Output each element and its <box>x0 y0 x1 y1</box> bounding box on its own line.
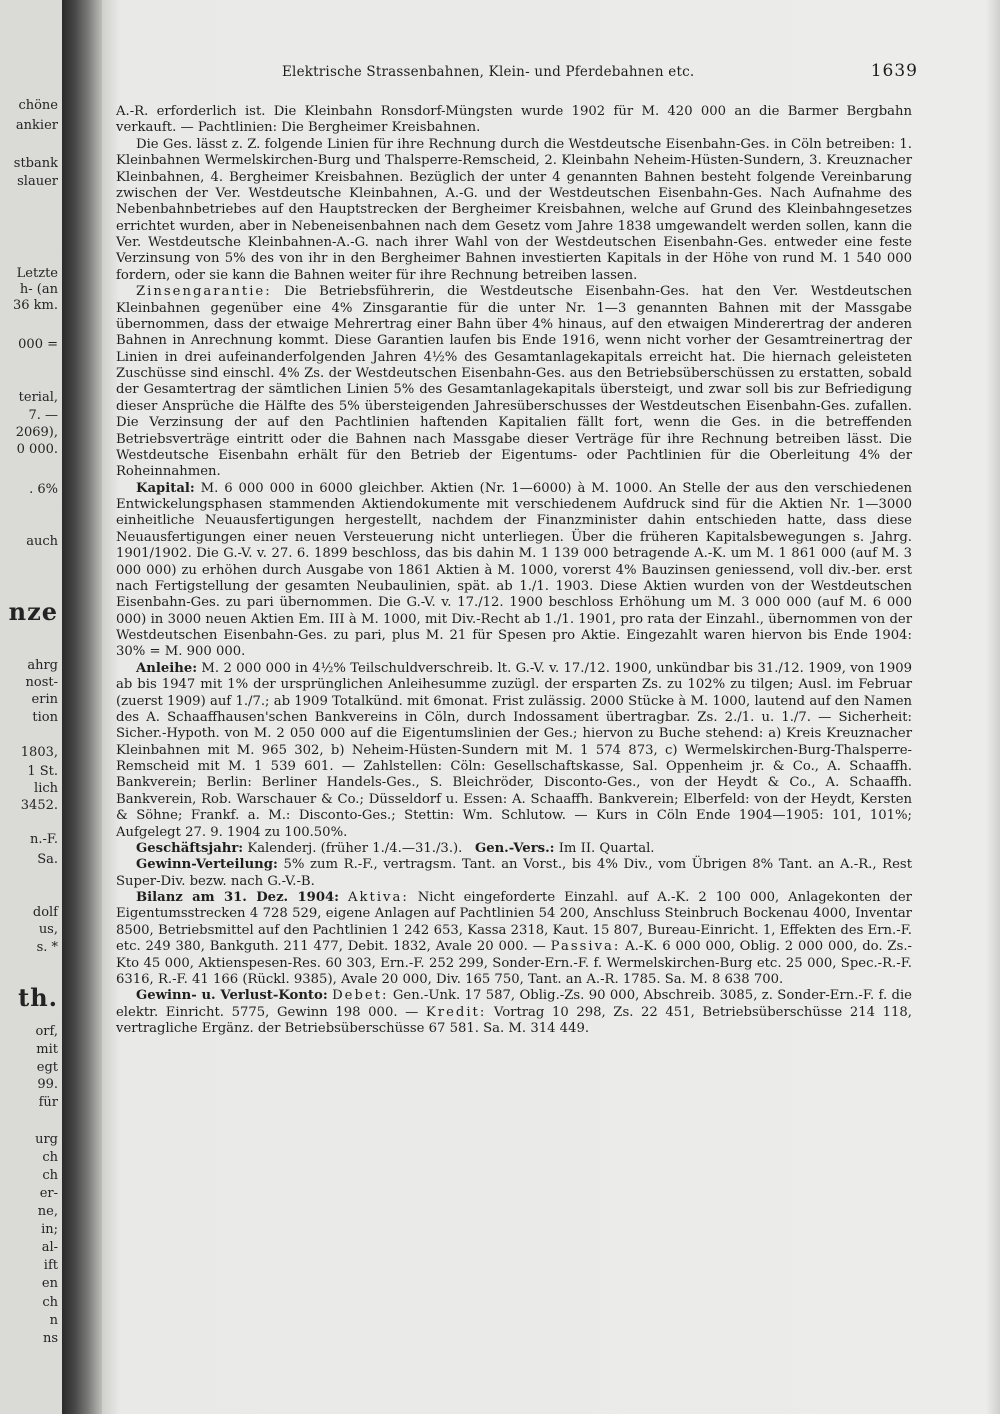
left-page-text-fragment: 1 St. <box>27 764 58 779</box>
left-page-text-fragment: ankier <box>15 118 58 133</box>
left-page-text-fragment: lich <box>34 781 58 796</box>
left-page-text-fragment: er- <box>39 1186 58 1201</box>
left-page-text-fragment: us, <box>38 922 58 937</box>
left-page-text-fragment: 0 000. <box>16 442 58 457</box>
paragraph-gewinn-verlust <box>116 988 912 1037</box>
left-page-text-fragment: 3452. <box>20 798 58 813</box>
paragraph-text: Kalenderj. (früher 1./4.—31./3.). <box>243 840 463 856</box>
left-page-text-fragment: chöne <box>18 98 58 113</box>
left-page-text-fragment: Sa. <box>37 852 58 867</box>
left-page-text-fragment: n <box>49 1313 58 1328</box>
left-page-text-fragment: h- (an <box>19 282 58 297</box>
left-page-text-fragment: ns <box>42 1331 58 1346</box>
header-title: Elektrische Strassenbahnen, Klein- und Pferdebahnen etc. <box>282 64 695 80</box>
paragraph-betrieb <box>116 137 912 284</box>
left-page-text-fragment: egt <box>36 1060 58 1075</box>
body-text <box>116 104 912 1037</box>
left-page-text-fragment: 36 km. <box>12 298 58 313</box>
left-page-text-fragment: n.-F. <box>29 832 58 847</box>
paragraph-text: A.-R. erforderlich ist. Die Kleinbahn Ronsdorf-Müngsten wurde 1902 für M. 420 000 an die Barmer Bergbahn verkauft. — Pachtlinien: Die Bergheimer Kreisbahnen. <box>116 104 912 136</box>
paragraph-text: Im II. Quartal. <box>554 840 655 856</box>
left-page-text-fragment: ahrg <box>27 658 58 673</box>
left-page-text-fragment: . 6% <box>29 482 58 497</box>
left-page-text-fragment: ch <box>42 1295 58 1310</box>
book-gutter <box>62 0 102 1414</box>
left-page-margin <box>0 0 62 1414</box>
left-page-text-fragment: en <box>41 1276 58 1291</box>
paragraph-text: Die Ges. lässt z. Z. folgende Linien für ihre Rechnung durch die Westdeutsche Eisenbahn-Ges. in Cöln betreiben: 1. Kleinbahnen Wermelskirchen-Burg und Thalsperre-Remscheid, 2. Kleinbahn Neheim-Hüsten-Sundern, 3. Kreuznacher Kleinbahnen, 4. Bergheimer Kreisbahnen. Bezüglich der unter 4 genannten Bahnen besteht folgende Vereinbarung zwischen der Ver. Westdeutsche Kleinbahnen, A.-G. und der Westdeutschen Eisenbahn-Ges. Nach Aufnahme des Nebenbahnbetriebes auf den Hauptstrecken der Bergheimer Kreisbahnen, welche auf Grund des Kleinbahngesetzes errichtet wurden, aber in Nebeneisenbahnen nach dem Gesetz vom Jahre 1838 umgewandelt werden sollen, kann die Ver. Westdeutsche Kleinbahnen-A.-G. nach ihrer Wahl von der Westdeutschen Eisenbahn-Ges. entweder eine feste Verzinsung von 5% des von ihr in den Bergheimer Bahnen investierten Kapitals in der Höhe von rund M. 1 540 000 fordern, oder sie kann die Bahnen weiter für ihre Rechnung betreiben lassen. <box>116 136 912 283</box>
left-page-text-fragment: auch <box>26 534 58 549</box>
left-page-text-fragment: ch <box>42 1168 58 1183</box>
left-page-text-fragment: für <box>38 1095 58 1110</box>
left-page-text-fragment: 1803, <box>20 745 58 760</box>
left-page-text-fragment: nze <box>8 597 58 626</box>
left-page-text-fragment: urg <box>35 1132 58 1147</box>
left-page-text-fragment: th. <box>18 983 58 1012</box>
left-page-text-fragment: 000 = <box>18 337 58 352</box>
paragraph-anleihe <box>116 661 912 841</box>
left-page-text-fragment: tion <box>32 710 58 725</box>
paragraph-bilanz <box>116 890 912 988</box>
left-page-text-fragment: slauer <box>17 174 58 189</box>
paragraph-kapital <box>116 481 912 661</box>
left-page-text-fragment: in; <box>41 1222 58 1237</box>
left-page-text-fragment: Letzte <box>16 266 58 281</box>
subsection-label: Kredit: <box>425 1004 487 1020</box>
left-page-text-fragment: s. * <box>36 940 58 955</box>
paragraph-text: Nicht eingeforderte Einzahl. auf A.-K. 2 100 000, Anlagekonten der Eigentumsstrecken 4 728 529, eigene Anlagen auf Pachtlinien 54 200, Anschluss Steinbruch Bockenau 4000, Inventar 8500, Betriebsmittel auf den Pachtlinien 1 242 653, Kassa 2318, Kaut. 15 807, Bureau-Einricht. 1, Effekten des Ern.-F. etc. 249 380, Bankguth. 211 477, Debit. 1832, Avale 20 000. — <box>116 890 912 955</box>
left-page-text-fragment: ne, <box>37 1204 58 1219</box>
section-label: Gen.-Vers.: <box>474 840 555 856</box>
subsection-label: Debet: <box>332 988 389 1004</box>
left-page-text-fragment: 2069), <box>15 425 58 440</box>
left-page-text-fragment: erin <box>31 692 58 707</box>
left-page-text-fragment: terial, <box>18 390 58 405</box>
paragraph-geschaeftsjahr <box>116 841 912 857</box>
left-page-text-fragment: 99. <box>37 1077 58 1092</box>
left-page-text-fragment: al- <box>41 1240 58 1255</box>
left-page-text-fragment: orf, <box>35 1024 58 1039</box>
paragraph-text: M. 2 000 000 in 4½% Teilschuldverschreib. lt. G.-V. v. 17./12. 1900, unkündbar bis 31./12. 1909, von 1909 ab bis 1947 mit 1% der ursprünglichen Anleihesumme zuzügl. der ersparten Zs. zu 102% zu tilgen; Ausl. im Februar (zuerst 1909) auf 1./7.; ab 1909 Totalkünd. mit 6monat. Frist zulässig. 2000 Stücke à M. 1000, lautend auf den Namen des A. Schaaffhausen'schen Bankvereins in Cöln, durch Indossament übertragbar. Zs. 2./1. u. 1./7. — Sicherheit: Sicher.-Hypoth. von M. 2 050 000 auf die Eigentumslinien der Ges.; hiervon zu Buche stehend: a) Kreis Kreuznacher Kleinbahnen mit M. 965 302, b) Neheim-Hüsten-Sundern mit M. 1 574 873, c) Wermelskirchen-Burg-Thalsperre-Remscheid mit M. 1 539 601. — Zahlstellen: Cöln: Gesellschaftskasse, Sal. Oppenheim jr. & Co., A. Schaaffh. Bankverein; Berlin: Berliner Handels-Ges., S. Bleichröder, Disconto-Ges., von der Heydt & Co., A. Schaaffh. Bankverein, Rob. Warschauer & Co.; Düsseldorf u. Essen: A. Schaaffh. Bankverein; Elberfeld: von der Heydt, Kersten & Söhne; Frankf. a. M.: Disconto-Ges.; Stettin: Wm. Schlutow. — Kurs in Cöln Ende 1904—1905: 101, 101%; Aufgelegt 27. 9. 1904 zu 100.50%. <box>116 660 912 840</box>
paragraph-text: 5% zum R.-F., vertragsm. Tant. an Vorst., bis 4% Div., vom Übrigen 8% Tant. an A.-R., Rest Super-Div. bezw. nach G.-V.-B. <box>116 857 912 889</box>
section-label: Geschäftsjahr: <box>136 840 244 856</box>
paragraph-zinsengarantie <box>116 284 912 481</box>
paragraph-gewinn-verteilung <box>116 857 912 890</box>
paragraph-text: Gen.-Unk. 17 587, Oblig.-Zs. 90 000, Abschreib. 3085, z. Sonder-Ern.-F. f. die elektr. Einricht. 5775, Gewinn 198 000. — <box>116 988 912 1020</box>
left-page-text-fragment: 7. — <box>28 408 58 423</box>
paragraph-text: Die Betriebsführerin, die Westdeutsche Eisenbahn-Ges. hat den Ver. Westdeutschen Kleinbahnen gegenüber eine 4% Zinsgarantie für die unter Nr. 1—3 genannten Bahnen mit der Massgabe übernommen, dass der etwaige Mehrertrag einer Bahn über 4% hinaus, auf den etwaigen Minderertrag der anderen Bahnen in Anrechnung kommt. Diese Garantien laufen bis Ende 1916, wenn nicht vorher der Gesamtreinertrag der Linien in drei aufeinanderfolgenden Jahren 4½% des Gesamtanlagekapitals erreicht hat. Die hiernach geleisteten Zuschüsse sind einschl. 4% Zs. der Westdeutschen Eisenbahn-Ges. aus den Betriebsüberschüssen zu erstatten, sobald der Gesamtertrag der sämtlichen Linien 5% des Gesamtanlagekapitals übersteigt, und zwar soll bis zur Befriedigung dieser Ansprüche die Hälfte des 5% übersteigenden Jahresüberschusses der Westdeutschen Eisenbahn-Ges. zufallen. Die Verzinsung der auf den Pachtlinien haftenden Kapitalien fällt fort, wenn die Ges. in die betreffenden Betriebsverträge eintritt oder die Bahnen nach Massgabe dieser Verträge für ihre Rechnung betreiben lässt. Die Westdeutsche Eisenbahn erhält für den Betrieb der Eigentums- oder Pachtlinien für die Oberleitung 4% der Roheinnahmen. <box>116 284 912 480</box>
left-page-text-fragment: ift <box>43 1258 58 1273</box>
section-label: Bilanz am 31. Dez. 1904: <box>136 890 340 905</box>
section-label: Zinsengarantie: <box>136 284 272 300</box>
section-label: Kapital: <box>136 480 195 496</box>
left-page-text-fragment: dolf <box>32 905 58 920</box>
left-page-text-fragment: ch <box>42 1150 58 1165</box>
subsection-label: Aktiva: <box>348 890 409 905</box>
subsection-label: Passiva: <box>550 939 621 955</box>
section-label: Gewinn- u. Verlust-Konto: <box>136 988 328 1004</box>
section-label: Gewinn-Verteilung: <box>136 857 278 873</box>
paragraph-text: Vortrag 10 298, Zs. 22 451, Betriebsüberschüsse 214 118, vertragliche Ergänz. der Betriebsüberschüsse 67 581. Sa. M. 314 449. <box>116 1004 912 1036</box>
left-page-text-fragment: nost- <box>25 675 58 690</box>
section-label: Anleihe: <box>136 660 198 676</box>
paragraph-pachtlinien <box>116 104 912 137</box>
paragraph-text: A.-K. 6 000 000, Oblig. 2 000 000, do. Zs.-Kto 45 000, Aktienspesen-Res. 60 303, Ern.-F. 252 299, Sonder-Ern.-F. f. Wermelskirchen-Burg etc. 25 000, Spec.-R.-F. 6316, R.-F. 41 166 (Rückl. 9385), Avale 20 000, Div. 165 750, Tant. an A.-R. 1785. Sa. M. 8 638 700. <box>116 939 912 987</box>
paragraph-text: M. 6 000 000 in 6000 gleichber. Aktien (Nr. 1—6000) à M. 1000. An Stelle der aus den verschiedenen Entwickelungsphasen stammenden Aktiendokumente mit verschiedenem Aufdruck sind für die Aktien Nr. 1—3000 einheitliche Neuausfertigungen hergestellt, nachdem der Finanzminister dahin entschieden hatte, dass diese Neuausfertigungen einer neuen Versteuerung nicht unterliegen. Über die früheren Kapitalsbewegungen s. Jahrg. 1901/1902. Die G.-V. v. 27. 6. 1899 beschloss, das bis dahin M. 1 139 000 betragende A.-K. um M. 1 861 000 (auf M. 3 000 000) zu erhöhen durch Ausgabe von 1861 Aktien à M. 1000, vorerst 4% Bauzinsen geniessend, voll div.-ber. erst nach Fertigstellung der gesamten Neubaulinien, spät. ab 1./1. 1903. Diese Aktien wurden von der Westdeutschen Eisenbahn-Ges. zu pari übernommen. Die G.-V. v. 17./12. 1900 beschloss Erhöhung um M. 3 000 000 (auf M. 6 000 000) in 3000 neuen Aktien Em. III à M. 1000, mit Div.-Recht ab 1./1. 1901, pro rata der Einzahl., übernommen von der Westdeutschen Eisenbahn-Ges. zu pari, plus M. 21 für Spesen pro Aktie. Eingezahlt waren hiervon bis Ende 1904: 30% = M. 900 000. <box>116 480 912 660</box>
running-header <box>282 61 918 86</box>
page-number: 1639 <box>870 61 918 81</box>
left-page-text-fragment: mit <box>36 1042 58 1057</box>
left-page-text-fragment: stbank <box>13 156 58 171</box>
